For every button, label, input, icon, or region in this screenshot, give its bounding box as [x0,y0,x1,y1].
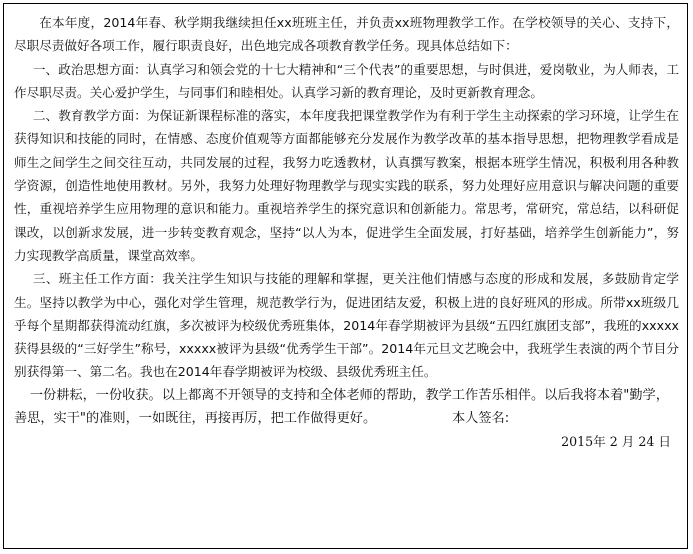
summary-form-box [3,3,688,549]
summary-content [14,11,679,454]
signature-label: 本人签名: [451,411,510,427]
closing-text: 一份耕耘，一份收获。以上都离不开领导的支持和全体老师的帮助，教学工作苦乐相伴。以后我将本着"勤学，善思，实干"的准则，一如既往，再接再厉，把工作做得更好。 [14,387,669,427]
class-teacher-section-paragraph: 三、班主任工作方面：我关注学生知识与技能的理解和掌握，更关注他们情感与态度的形成和发展，多鼓励肯定学生。坚持以教学为中心，强化对学生管理，规范教学行为，促进团结友爱，积极上进的良好班风的形成。所带xx班级几乎每个星期都获得流动红旗，多次被评为校级优秀班集体，2014年春学期被评为县级“五四红旗团支部”，我班的xxxxx获得县级的“三好学生”称号，xxxxx被评为县级“优秀学生干部”。2014年元旦文艺晚会中，我班学生表演的两个节目分别获得第一、第二名。我也在2014年春学期被评为校级、县级优秀班主任。 [14,271,679,380]
political-section-paragraph: 一、政治思想方面：认真学习和领会党的十七大精神和“三个代表”的重要思想，与时俱进，爱岗敬业，为人师表，工作尽职尽责。关心爱护学生，与同事们和睦相处。认真学习新的教育理论，及时更新教育理念。 [14,61,679,100]
signature-date: 2015年 2 月 24 日 [561,434,671,450]
intro-paragraph: 在本年度，2014年春、秋学期我继续担任xx班班主任，并负责xx班物理教学工作。在学校领导的关心、支持下，尽职尽责做好各项工作，履行职责良好，出色地完成各项教育教学任务。现具体总结如下： [14,15,679,54]
teaching-section-paragraph: 二、教育教学方面：为保证新课程标准的落实，本年度我把课堂教学作为有利于学生主动探索的学习环境，让学生在获得知识和技能的同时，在情感、态度价值观等方面都能够充分发展作为教学改革的基本指导思想，把物理教学看成是师生之间学生之间交往互动，共同发展的过程，我努力吃透教材，认真撰写教案，根据本班学生情况，积极利用各种教学资源，创造性地使用教材。另外，我努力处理好物理教学与现实实践的联系，努力处理好应用意识与解决问题的重要性，重视培养学生应用物理的意识和能力。重视培养学生的探究意识和创新能力。常思考，常研究，常总结，以科研促课改，以创新求发展，进一步转变教育观念，坚持“以人为本，促进学生全面发展，打好基础，培养学生创新能力”，努力实现教学高质量，课堂高效率。 [14,108,679,263]
closing-paragraph [14,384,679,431]
